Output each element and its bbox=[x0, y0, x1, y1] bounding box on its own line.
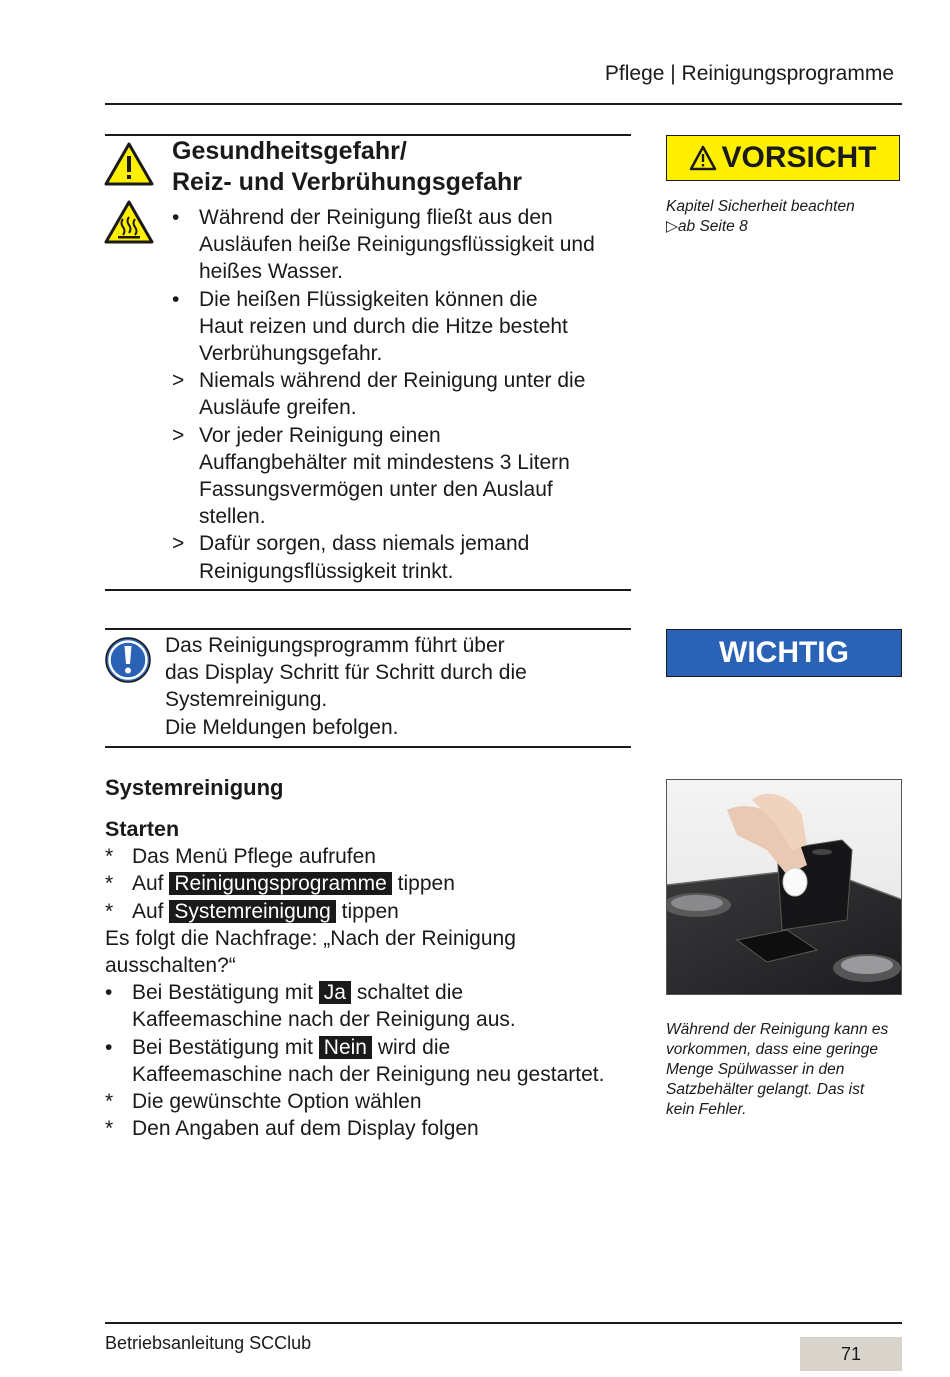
warning-item-line: Niemals während der Reinigung unter die bbox=[199, 369, 586, 393]
exclamation-circle-icon bbox=[104, 636, 152, 684]
safety-note-line1: Kapitel Sicherheit beachten bbox=[666, 198, 855, 215]
wichtig-label: WICHTIG bbox=[719, 636, 849, 669]
vorsicht-badge bbox=[666, 135, 900, 181]
warning-item-line: Ausläufen heiße Reinigungsflüssigkeit und bbox=[199, 233, 595, 257]
footer-manual-title: Betriebsanleitung SCClub bbox=[105, 1333, 312, 1353]
hot-surface-warning-icon bbox=[104, 199, 154, 245]
warning-item-line: Reinigungsflüssigkeit trinkt. bbox=[199, 559, 454, 583]
option-text-line2: Kaffeemaschine nach der Reinigung neu gestartet. bbox=[132, 1062, 605, 1086]
step-marker: * bbox=[105, 899, 114, 923]
option-item bbox=[105, 979, 640, 1033]
warning-triangle-icon bbox=[689, 145, 717, 171]
warning-item-line: Vor jeder Reinigung einen bbox=[199, 423, 441, 447]
footer-rule bbox=[105, 1322, 902, 1324]
caption-line: kein Fehler. bbox=[666, 1101, 747, 1118]
warning-item bbox=[172, 367, 632, 421]
step-item bbox=[105, 1115, 640, 1142]
warning-item-line: Ausläufe greifen. bbox=[199, 396, 357, 420]
warning-item-line: Während der Reinigung fließt aus den bbox=[199, 206, 553, 229]
action-marker: > bbox=[172, 369, 185, 393]
warning-title-line1: Gesundheitsgefahr/ bbox=[172, 137, 407, 165]
bullet-marker: • bbox=[172, 206, 180, 229]
option-text-post: wird die bbox=[377, 1035, 451, 1059]
safety-chapter-note bbox=[666, 197, 855, 237]
menu-key-reinigungsprogramme: Reinigungsprogramme bbox=[169, 872, 391, 895]
photo-caption bbox=[666, 1020, 888, 1120]
wichtig-badge bbox=[666, 629, 902, 677]
warning-item bbox=[172, 530, 632, 584]
step-text bbox=[132, 898, 399, 925]
info-line: Systemreinigung. bbox=[165, 688, 328, 712]
info-line: Das Reinigungsprogramm führt über bbox=[165, 634, 505, 657]
step-item bbox=[105, 843, 640, 870]
caption-line: Während der Reinigung kann es bbox=[666, 1021, 889, 1038]
option-text-line2: Kaffeemaschine nach der Reinigung aus. bbox=[132, 1008, 516, 1032]
page-number bbox=[800, 1337, 902, 1371]
question-line2: ausschalten?“ bbox=[105, 954, 236, 978]
caption-line: Satzbehälter gelangt. Das ist bbox=[666, 1081, 865, 1098]
warning-title-line2: Reiz- und Verbrühungsgefahr bbox=[172, 168, 523, 196]
warning-title bbox=[172, 136, 522, 198]
header-rule bbox=[105, 103, 902, 105]
step-item bbox=[105, 1088, 640, 1115]
warning-item bbox=[172, 422, 632, 531]
info-line: Die Meldungen befolgen. bbox=[165, 715, 399, 739]
cleaning-tablet-photo bbox=[666, 779, 902, 995]
warning-item bbox=[172, 286, 632, 368]
bullet-marker: • bbox=[172, 287, 180, 311]
step-text-pre: Auf bbox=[132, 872, 164, 896]
warning-item-line: stellen. bbox=[199, 505, 266, 529]
step-item bbox=[105, 870, 640, 897]
question-line1: Es folgt die Nachfrage: „Nach der Reinigung bbox=[105, 926, 516, 950]
option-text-post: schaltet die bbox=[356, 981, 464, 1005]
warning-item-line: Fassungsvermögen unter den Auslauf bbox=[199, 478, 553, 502]
warning-bottom-rule bbox=[105, 589, 631, 591]
step-text: Den Angaben auf dem Display folgen bbox=[132, 1117, 479, 1141]
action-marker: > bbox=[172, 423, 185, 447]
steps-subheading: Starten bbox=[105, 817, 180, 841]
menu-key-systemreinigung: Systemreinigung bbox=[169, 900, 335, 923]
step-item bbox=[105, 898, 640, 925]
warning-triangle-icon bbox=[104, 141, 154, 187]
page-header-title: Pflege | Reinigungsprogramme bbox=[604, 62, 894, 85]
step-marker: * bbox=[105, 1117, 114, 1141]
step-marker: * bbox=[105, 872, 114, 896]
step-text-post: tippen bbox=[341, 899, 399, 923]
step-text: Das Menü Pflege aufrufen bbox=[132, 845, 376, 869]
warning-item bbox=[172, 204, 632, 286]
warning-item-line: Verbrühungsgefahr. bbox=[199, 342, 383, 366]
step-text-pre: Auf bbox=[132, 899, 164, 923]
section-heading: Systemreinigung bbox=[105, 775, 284, 800]
warning-item-line: Haut reizen und durch die Hitze besteht bbox=[199, 314, 568, 338]
warning-item-line: heißes Wasser. bbox=[199, 260, 343, 284]
vorsicht-label: VORSICHT bbox=[721, 141, 877, 174]
warning-list bbox=[172, 204, 632, 585]
key-ja: Ja bbox=[319, 981, 351, 1004]
key-nein: Nein bbox=[319, 1036, 372, 1059]
step-marker: * bbox=[105, 845, 114, 869]
option-text-pre: Bei Bestätigung mit bbox=[132, 981, 313, 1005]
coffee-machine-illustration bbox=[667, 780, 902, 995]
caption-line: vorkommen, dass eine geringe bbox=[666, 1041, 878, 1058]
info-line: das Display Schritt für Schritt durch die bbox=[165, 661, 527, 685]
info-bottom-rule bbox=[105, 746, 631, 748]
safety-note-line2[interactable]: ▷ab Seite 8 bbox=[666, 218, 748, 235]
warning-item-line: Die heißen Flüssigkeiten können die bbox=[199, 287, 538, 311]
info-top-rule bbox=[105, 628, 631, 630]
option-text-pre: Bei Bestätigung mit bbox=[132, 1035, 313, 1059]
caption-line: Menge Spülwasser in den bbox=[666, 1061, 845, 1078]
step-marker: * bbox=[105, 1090, 114, 1114]
step-text: Die gewünschte Option wählen bbox=[132, 1090, 422, 1114]
info-text bbox=[165, 632, 527, 741]
step-text-post: tippen bbox=[397, 872, 455, 896]
bullet-marker: • bbox=[105, 981, 113, 1005]
option-item bbox=[105, 1034, 640, 1088]
page-number-label: 71 bbox=[840, 1343, 862, 1364]
bullet-marker: • bbox=[105, 1035, 113, 1059]
action-marker: > bbox=[172, 532, 185, 556]
step-text bbox=[132, 870, 455, 897]
steps-list bbox=[105, 816, 640, 1142]
warning-item-line: Auffangbehälter mit mindestens 3 Litern bbox=[199, 450, 570, 474]
warning-item-line: Dafür sorgen, dass niemals jemand bbox=[199, 532, 530, 556]
